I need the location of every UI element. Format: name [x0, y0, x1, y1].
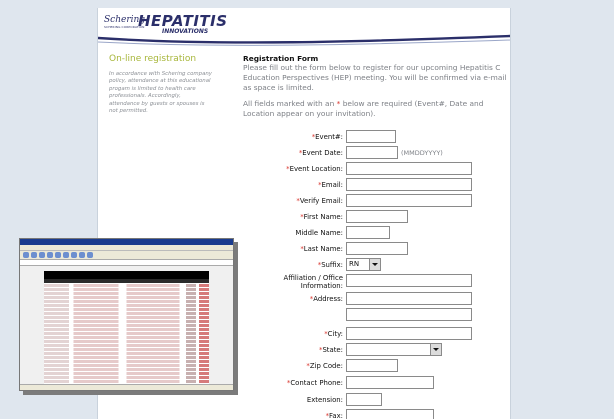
required-note-text-2: below are required (Event#, Date and Location appear on your invitation). [243, 99, 484, 118]
required-star: * [300, 213, 304, 221]
verify-email-label: *Verify Email: [296, 197, 343, 205]
table-row [44, 344, 209, 347]
required-star: * [298, 149, 303, 157]
table-row [44, 376, 209, 379]
contact-phone-label: *Contact Phone: [286, 379, 343, 387]
table-row [44, 308, 209, 311]
thumbnail-status-bar [20, 384, 233, 390]
verify-email-row [98, 194, 510, 210]
table-row [44, 300, 209, 303]
thumbnail-address-bar [20, 260, 233, 266]
chevron-down-icon[interactable] [369, 259, 380, 270]
table-row [44, 340, 209, 343]
required-fields-note [243, 99, 509, 119]
thumbnail-toolbar [20, 251, 233, 260]
form-intro: Please fill out the form below to register for our upcoming Hepatitis C Education Perspectives (HEP) meeting. You will be confirmed via e-mail as space is limited. [243, 63, 507, 92]
table-row [44, 288, 209, 291]
required-star: * [306, 362, 310, 370]
required-star: * [296, 197, 300, 205]
required-star: * [324, 330, 328, 338]
search-icon [63, 252, 69, 258]
table-row [44, 324, 209, 327]
required-note-text: All fields marked with an [243, 99, 335, 108]
event-location-input[interactable] [346, 162, 472, 175]
event-num-label: *Event#: [311, 133, 343, 141]
home-icon [55, 252, 61, 258]
sidebar-title: On-line registration [109, 54, 197, 64]
required-star: * [311, 133, 316, 141]
zip-label: *Zip Code: [306, 362, 343, 370]
address-line2-input[interactable] [346, 308, 472, 321]
affiliation-label: Affiliation / Office Information: [283, 274, 343, 290]
table-row [44, 352, 209, 355]
table-row [44, 320, 209, 323]
event-date-row [98, 146, 510, 162]
required-star: * [317, 261, 322, 269]
required-star: * [309, 295, 314, 303]
event-date-input[interactable] [346, 146, 398, 159]
state-label: *State: [318, 346, 343, 354]
middle-name-label: Middle Name: [295, 229, 343, 237]
table-row [44, 348, 209, 351]
event-num-row [98, 130, 510, 146]
table-row [44, 368, 209, 371]
table-row [44, 336, 209, 339]
table-row [44, 372, 209, 375]
event-location-row [98, 162, 510, 178]
contact-phone-input[interactable] [346, 376, 434, 389]
city-label: *City: [324, 330, 343, 338]
fax-input[interactable] [346, 409, 434, 419]
required-star: * [286, 379, 291, 387]
forward-icon [31, 252, 37, 258]
table-row [44, 296, 209, 299]
required-star: * [286, 165, 290, 173]
schering-tagline: SCHERING CORPORATION [104, 25, 145, 29]
email-input[interactable] [346, 178, 472, 191]
refresh-icon [47, 252, 53, 258]
schering-logo: Schering [104, 15, 146, 25]
table-row [44, 360, 209, 363]
table-row [44, 284, 209, 287]
event-num-input[interactable] [346, 130, 396, 143]
thumbnail-table-rows [44, 284, 209, 383]
mail-icon [79, 252, 85, 258]
print-icon [87, 252, 93, 258]
site-header [98, 8, 510, 48]
hepatitis-logo-text: HEPATITIS [138, 12, 228, 30]
thumbnail-table-title [44, 271, 209, 279]
suffix-select[interactable] [346, 258, 381, 271]
extension-input[interactable] [346, 393, 382, 406]
address-label: *Address: [309, 295, 343, 303]
required-star: * [318, 346, 323, 354]
table-row [44, 356, 209, 359]
first-name-row [98, 210, 510, 226]
admin-screenshot-thumbnail [19, 238, 234, 391]
table-row [44, 312, 209, 315]
fax-row [98, 409, 510, 419]
state-select[interactable] [346, 343, 442, 356]
event-location-label: *Event Location: [286, 165, 343, 173]
required-star: * [318, 181, 322, 189]
stop-icon [39, 252, 45, 258]
extension-label: Extension: [306, 396, 343, 404]
table-row [44, 292, 209, 295]
thumbnail-table [44, 271, 209, 386]
zip-input[interactable] [346, 359, 398, 372]
suffix-label: *Suffix: [317, 261, 343, 269]
required-star: * [325, 412, 330, 419]
first-name-label: *First Name: [300, 213, 343, 221]
table-row [44, 332, 209, 335]
sidebar-policy-note: In accordance with Schering company policy, attendance at this educational progam is limited to health care professionals. Accordingly, attendance by guests or spouses is not permitted. [109, 71, 212, 115]
last-name-label: *Last Name: [300, 245, 343, 253]
chevron-down-icon[interactable] [430, 344, 441, 355]
middle-name-input[interactable] [346, 226, 390, 239]
table-row [44, 304, 209, 307]
extension-row [98, 393, 510, 409]
table-row [44, 316, 209, 319]
required-star: * [336, 99, 341, 108]
required-star: * [300, 245, 304, 253]
form-title: Registration Form [243, 54, 319, 63]
affiliation-input[interactable] [346, 274, 472, 287]
table-row [44, 380, 209, 383]
city-input[interactable] [346, 327, 472, 340]
favorites-icon [71, 252, 77, 258]
verify-email-input[interactable] [346, 194, 472, 207]
fax-label: *Fax: [325, 412, 343, 419]
email-row [98, 178, 510, 194]
table-row [44, 364, 209, 367]
suffix-selected-value: RN [349, 260, 360, 268]
address-input[interactable] [346, 292, 472, 305]
innovations-logo-text: INNOVATIONS [162, 28, 209, 35]
first-name-input[interactable] [346, 210, 408, 223]
last-name-input[interactable] [346, 242, 408, 255]
email-label: *Email: [318, 181, 343, 189]
header-swoosh-icon [98, 32, 510, 48]
thumbnail-table-header [44, 279, 209, 283]
table-row [44, 328, 209, 331]
back-icon [23, 252, 29, 258]
event-date-label: *Event Date: [298, 149, 343, 157]
date-format-hint: (MMDDYYYY) [401, 149, 443, 157]
